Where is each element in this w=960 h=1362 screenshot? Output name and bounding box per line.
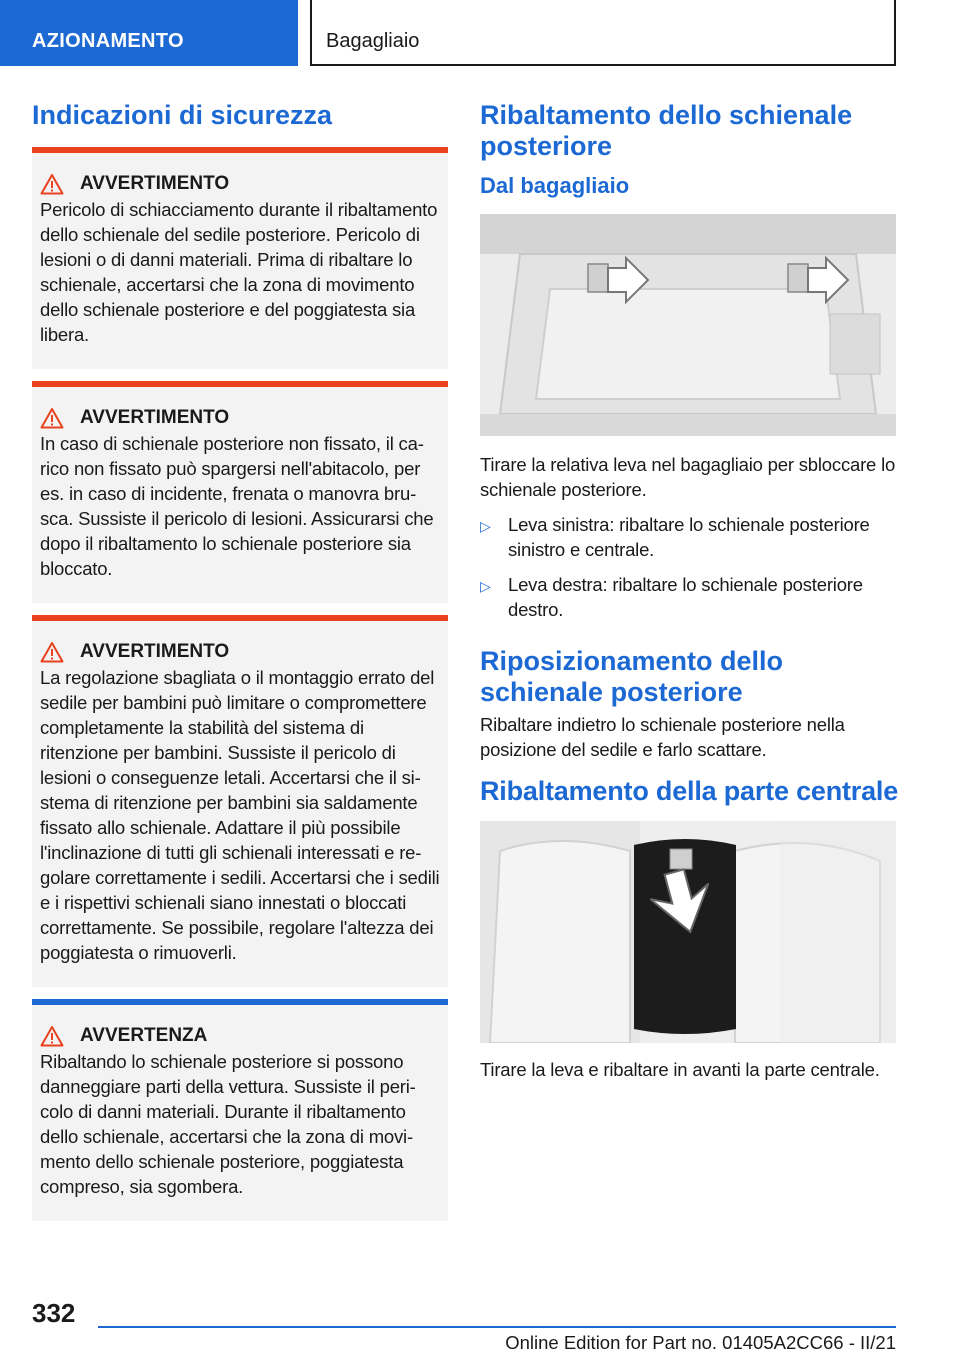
reposition-title: Riposizionamento dello schienale posteriore [480,646,784,707]
warning-triangle-icon [40,1025,64,1047]
triangle-right-icon: ▷ [480,578,491,594]
section-label: Bagagliaio [310,0,896,66]
center-text: Tirare la leva e ribaltare in avanti la parte centrale. [480,1059,880,1080]
list-item [480,572,896,622]
warning-box-2 [32,381,448,603]
fold-title: Ribaltamento dello schienale posteriore [480,100,853,161]
footer-divider [98,1326,896,1328]
from-trunk-subtitle: Dal bagagliaio [480,173,630,198]
list-item-text: Leva destra: ribaltare lo schienale posteriore destro. [508,574,863,620]
trunk-text: Tirare la relativa leva nel bagagliaio per sbloccare lo schienale posteriore. [480,454,896,500]
warning-triangle-icon [40,407,64,429]
page-number: 332 [32,1298,76,1328]
list-item-text: Leva sinistra: ribaltare lo schienale posteriore sinistro e centrale. [508,514,870,560]
triangle-right-icon: ▷ [480,518,491,534]
warning-label: AVVERTIMENTO [80,641,230,662]
right-column [480,100,899,1082]
trunk-photo [480,214,896,436]
page-header [0,0,960,66]
safety-title: Indicazioni di sicurezza [32,100,333,130]
warning-label: AVVERTIMENTO [80,173,230,194]
notice-label: AVVERTENZA [80,1025,208,1046]
center-fold-title: Ribaltamento della parte centrale [480,776,899,806]
warning-box-3 [32,615,448,987]
warning-text: In caso di schienale posteriore non fissato, il carico non fissato può spargersi nell'abitacolo, per es. in caso di incidente, frenata o manovra brusca. Sussiste il pericolo di lesioni. Assicurarsi che dopo il ribaltamento lo schienale posteriore sia bloccato. [40,433,434,579]
chapter-tab: AZIONAMENTO [0,0,298,66]
notice-text: Ribaltando lo schienale posteriore si possono danneggiare parti della vettura. Sussiste il pericolo di danni materiali. Durante il ribaltamento dello schienale, accertarsi che la zona di movimento dello schienale posteriore, poggiatesta compreso, sia sgombera. [40,1051,416,1197]
notice-box [32,999,448,1221]
list-item [480,512,896,562]
edition-text: Online Edition for Part no. 01405A2CC66 - II/21 [505,1332,896,1353]
reposition-text: Ribaltare indietro lo schienale posteriore nella posizione del sedile e farlo scattare. [480,714,845,760]
warning-label: AVVERTIMENTO [80,407,230,428]
warning-triangle-icon [40,173,64,195]
lever-list [480,512,896,622]
warning-text: La regolazione sbagliata o il montaggio errato del sedile per bambini può limitare o compromettere completamente la stabilità del sistema di ritenzione per bambini. Sussiste il pericolo di lesioni o conseguenze letali. Accertarsi che il sistema di ritenzione per bambini sia saldamente fissato allo schienale. Adattare il più possibile l'inclinazione di tutti gli schienali interessati e regolare correttamente i sedili. Accertarsi che i sedili e i rispettivi schienali siano innestati o bloccati correttamente. Se possibile, regolare l'altezza dei poggiatesta o rimuoverli. [40,667,440,963]
center-seat-photo [480,821,896,1043]
left-column [32,100,448,1221]
warning-box-1 [32,147,448,369]
warning-triangle-icon [40,641,64,663]
warning-text: Pericolo di schiacciamento durante il ribaltamento dello schienale del sedile posteriore. Pericolo di lesioni o di danni materiali. Prima di ribaltare lo schienale, accertarsi che la zona di movimento dello schienale posteriore e del poggiatesta sia libera. [40,199,438,345]
